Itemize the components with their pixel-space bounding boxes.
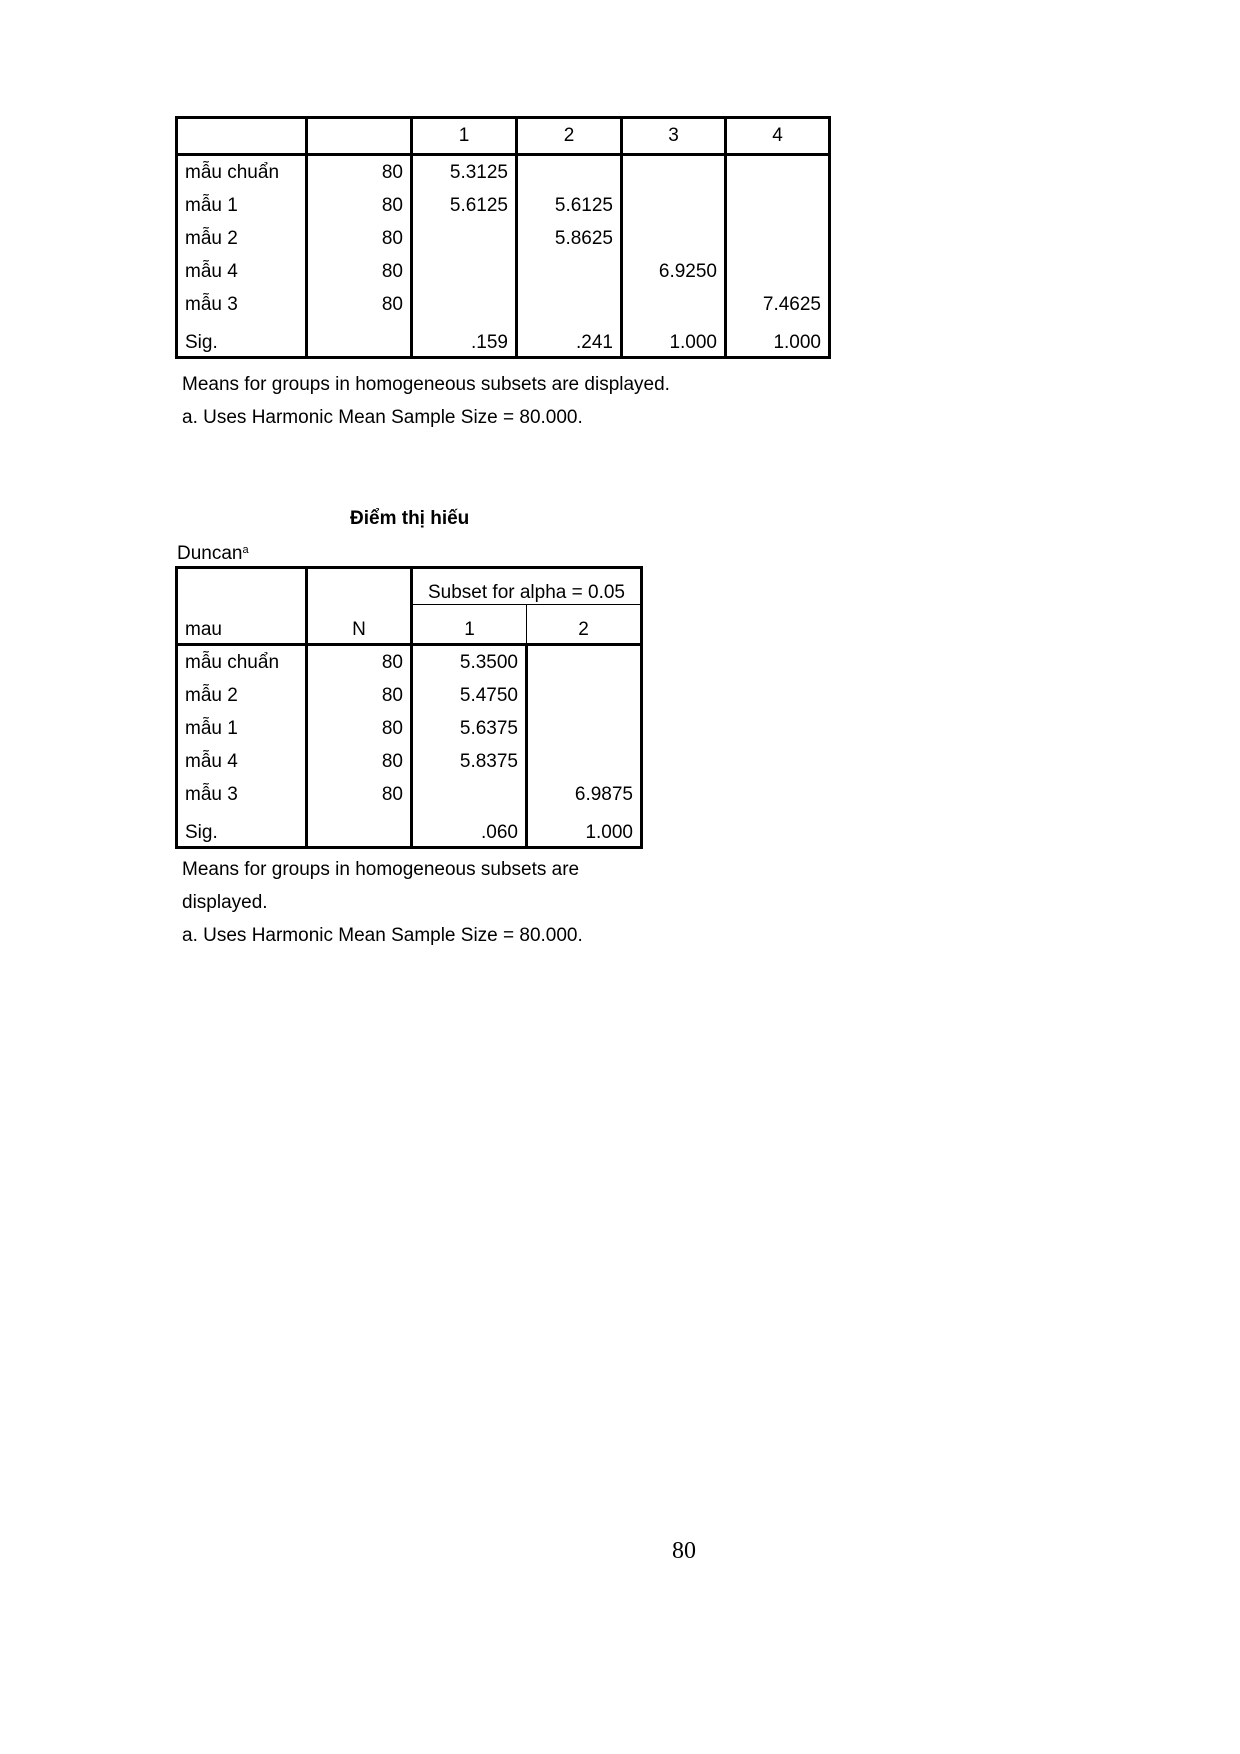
row-label: mẫu chuẩn (177, 645, 307, 680)
header-mau: mau (185, 619, 222, 640)
cell-subset-2: 5.8625 (517, 222, 622, 255)
cell-n (307, 811, 412, 848)
cell-subset-2 (517, 255, 622, 288)
cell-n: 80 (307, 778, 412, 811)
row-label: Sig. (185, 822, 218, 843)
cell-n: 80 (307, 288, 412, 321)
cell-n: 80 (307, 255, 412, 288)
header-cell (307, 118, 412, 155)
table1-note-means: Means for groups in homogeneous subsets are displayed. (182, 374, 670, 395)
table-row (177, 745, 642, 778)
cell-subset-1: 5.6375 (412, 712, 527, 745)
cell-subset-3 (622, 288, 726, 321)
header-cell (177, 118, 307, 155)
cell-subset-1: 5.4750 (412, 679, 527, 712)
table1-note-harmonic: a. Uses Harmonic Mean Sample Size = 80.000. (182, 407, 583, 428)
header-cell: 2 (517, 118, 622, 155)
cell-subset-4: 1.000 (726, 321, 830, 358)
table-header-row (177, 568, 642, 605)
cell-subset-1: .159 (412, 321, 517, 358)
cell-subset-2: 1.000 (527, 811, 642, 848)
table-row (177, 778, 642, 811)
table-row (177, 645, 642, 680)
table-row (177, 155, 830, 190)
header-cell: 3 (622, 118, 726, 155)
cell-n: 80 (307, 712, 412, 745)
table2-note-displayed: displayed. (182, 892, 268, 913)
cell-subset-2 (527, 645, 642, 680)
table-header-row (177, 118, 830, 155)
cell-subset-2 (527, 679, 642, 712)
header-subset: Subset for alpha = 0.05 (412, 568, 642, 605)
table-row (177, 712, 642, 745)
cell-subset-4: 7.4625 (726, 288, 830, 321)
header-cell: 1 (412, 118, 517, 155)
table-row (177, 288, 830, 321)
cell-subset-1 (412, 778, 527, 811)
cell-subset-3 (622, 155, 726, 190)
cell-n: 80 (307, 222, 412, 255)
cell-subset-2 (527, 712, 642, 745)
cell-subset-2 (517, 288, 622, 321)
cell-subset-2 (527, 745, 642, 778)
row-label: mẫu 2 (185, 227, 238, 249)
cell-subset-4 (726, 222, 830, 255)
cell-n: 80 (307, 155, 412, 190)
table2-note-means: Means for groups in homogeneous subsets are (182, 859, 580, 880)
cell-subset-4 (726, 255, 830, 288)
row-label: mẫu 1 (185, 194, 238, 216)
table-row (177, 679, 642, 712)
subset-table-2 (175, 566, 643, 849)
table2-note-harmonic: a. Uses Harmonic Mean Sample Size = 80.000. (182, 925, 583, 946)
cell-subset-1: 5.6125 (412, 189, 517, 222)
cell-subset-1: 5.8375 (412, 745, 527, 778)
cell-subset-1 (412, 255, 517, 288)
page-number: 80 (672, 1538, 696, 1564)
cell-n (307, 321, 412, 358)
table-row (177, 255, 830, 288)
table2-title: Điểm thị hiếu (350, 508, 470, 529)
table-row (177, 222, 830, 255)
cell-subset-4 (726, 155, 830, 190)
cell-subset-1 (412, 288, 517, 321)
cell-subset-3 (622, 222, 726, 255)
row-label: mẫu 2 (185, 684, 238, 706)
cell-subset-3: 6.9250 (622, 255, 726, 288)
cell-subset-3 (622, 189, 726, 222)
row-label: Sig. (185, 332, 218, 353)
table-row (177, 189, 830, 222)
header-cell: 4 (726, 118, 830, 155)
cell-subset-1: 5.3125 (412, 155, 517, 190)
row-label: mẫu chuẩn (185, 161, 280, 183)
row-label: mẫu 4 (185, 260, 238, 282)
cell-subset-1: 5.3500 (412, 645, 527, 680)
header-subset-1: 1 (412, 605, 527, 645)
cell-subset-1: .060 (412, 811, 527, 848)
row-label: mẫu 1 (185, 717, 238, 739)
cell-n: 80 (307, 745, 412, 778)
row-label: mẫu 4 (185, 750, 238, 772)
cell-subset-3: 1.000 (622, 321, 726, 358)
sig-row (177, 321, 830, 358)
cell-subset-2: .241 (517, 321, 622, 358)
row-label: mẫu 3 (185, 293, 238, 315)
header-n: N (307, 568, 412, 645)
cell-subset-1 (412, 222, 517, 255)
cell-n: 80 (307, 679, 412, 712)
cell-n: 80 (307, 645, 412, 680)
cell-subset-2: 6.9875 (527, 778, 642, 811)
cell-subset-2: 5.6125 (517, 189, 622, 222)
cell-subset-4 (726, 189, 830, 222)
method-footnote-mark: a (242, 544, 249, 556)
cell-subset-2 (517, 155, 622, 190)
sig-row (177, 811, 642, 848)
header-subset-2: 2 (527, 605, 642, 645)
method-label: Duncan (177, 543, 243, 564)
cell-n: 80 (307, 189, 412, 222)
table2-method (177, 543, 249, 565)
subset-table-1 (175, 116, 831, 359)
row-label: mẫu 3 (185, 783, 238, 805)
